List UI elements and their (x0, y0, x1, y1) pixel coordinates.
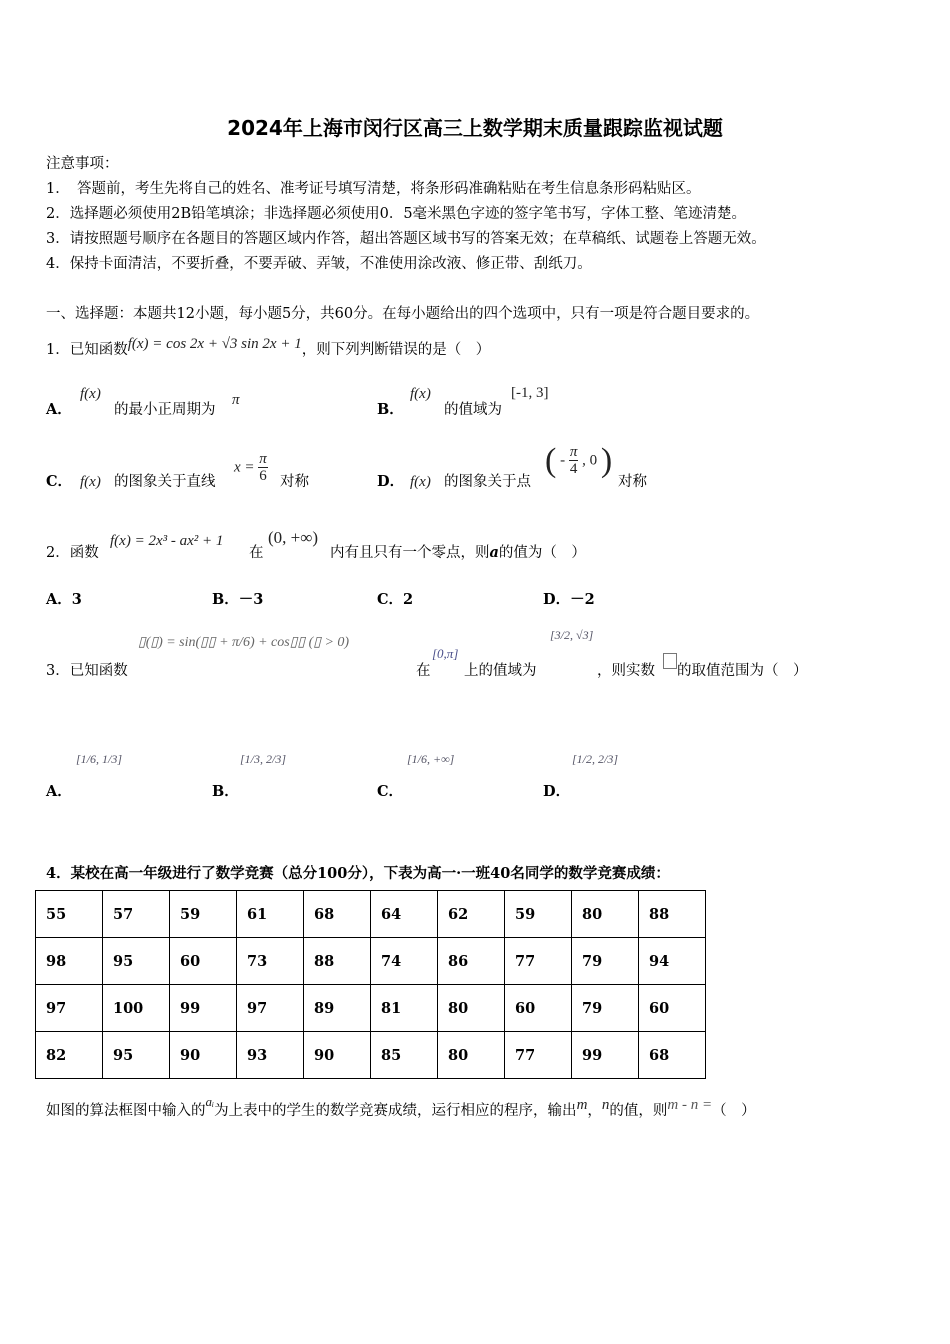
q3-range-value: [3/2, √3] (550, 628, 594, 642)
q1-option-a-text: 的最小正周期为 (114, 402, 216, 418)
table-cell: 88 (639, 891, 706, 938)
q2-option-c: C．2 (377, 591, 414, 608)
table-cell: 95 (103, 1032, 170, 1079)
q1-option-a-label: A． (46, 401, 72, 418)
question-1 (46, 338, 490, 359)
q3-text2: 上的值域为 (464, 663, 537, 679)
table-cell: 61 (237, 891, 304, 938)
q1-option-d-fx: f(x) (410, 474, 431, 490)
q4-sep: ， (587, 1103, 602, 1119)
q1-prefix: 1．已知函数 (46, 342, 128, 358)
notice-item: 4．保持卡面清洁，不要折叠，不要弄破、弄皱，不准使用涂改液、修正带、刮纸刀。 (46, 256, 592, 272)
table-cell: 80 (572, 891, 639, 938)
q2-mid: 在 (249, 545, 264, 561)
q3-option-d-label: D． (543, 783, 571, 800)
table-cell: 68 (304, 891, 371, 938)
q1-option-c-lhs: x = (234, 459, 255, 476)
q3-mid: 在 (416, 663, 431, 679)
table-row (36, 891, 706, 938)
q1-option-d-tail: 对称 (618, 474, 647, 490)
table-cell: 98 (36, 938, 103, 985)
table-cell: 59 (505, 891, 572, 938)
placeholder-glyph (663, 653, 677, 669)
fraction-numerator: π (259, 451, 267, 467)
table-cell: 80 (438, 1032, 505, 1079)
fraction-numerator: π (569, 444, 578, 460)
q2-option-b: B．－3 (212, 591, 264, 608)
q1-option-d-text: 的图象关于点 (444, 474, 531, 490)
q3-range (550, 628, 593, 643)
q1-option-a-fx: f(x) (80, 386, 101, 402)
q1-option-d-sign: - (560, 452, 566, 469)
q1-option-c-fx: f(x) (80, 474, 101, 490)
q3-option-b-value: [1/3, 2/3] (240, 752, 287, 766)
table-cell: 73 (237, 938, 304, 985)
table-cell: 97 (36, 985, 103, 1032)
q1-option-c-text: 的图象关于直线 (114, 474, 216, 490)
q1-option-b-value: [-1, 3] (511, 385, 549, 401)
q4-var-n: n (601, 1097, 610, 1113)
q4-var-m: m (576, 1097, 588, 1113)
table-cell: 94 (639, 938, 706, 985)
q2-interval: (0, +∞) (268, 528, 319, 547)
q3-text4: 的取值范围为（ ） (677, 663, 808, 679)
q4-follow-d: （ ） (712, 1103, 756, 1119)
q1-option-d-second: , 0 (582, 452, 598, 469)
notice-item: 2．选择题必须使用2B铅笔填涂；非选择题必须使用0．5毫米黑色字迹的签字笔书写，字体工整、笔迹清楚。 (46, 206, 747, 222)
q3-option-c-label: C． (377, 783, 404, 800)
q4-intro: 4．某校在高一年级进行了数学竞赛（总分100分），下表为高一·一班40名同学的数学竞赛成绩： (46, 865, 670, 882)
q3-option-b-label: B． (212, 783, 239, 800)
table-cell: 81 (371, 985, 438, 1032)
table-row (36, 1032, 706, 1079)
page-title: 2024年上海市闵行区高三上数学期末质量跟踪监视试题 (227, 116, 723, 140)
q2-prefix: 2．函数 (46, 545, 99, 561)
table-cell: 79 (572, 985, 639, 1032)
q3-placeholder-box (663, 650, 677, 669)
table-row (36, 938, 706, 985)
table-cell: 59 (170, 891, 237, 938)
q2-suffix-b: 的值为（ ） (498, 545, 586, 561)
q1-option-c-tail: 对称 (280, 474, 309, 490)
q1-option-b-label: B． (377, 401, 404, 418)
q1-option-b-fx: f(x) (410, 386, 431, 402)
q1-suffix: ，则下列判断错误的是（ ） (301, 342, 491, 358)
table-cell: 60 (639, 985, 706, 1032)
table-cell: 95 (103, 938, 170, 985)
table-cell: 80 (438, 985, 505, 1032)
q4-expr: m - n = (667, 1097, 713, 1113)
score-table (35, 890, 706, 1079)
section-heading: 一、选择题：本题共12小题，每小题5分，共60分。在每小题给出的四个选项中，只有一项是符合题目要求的。 (46, 306, 760, 322)
table-row (36, 985, 706, 1032)
q3-text3: ，则实数 (597, 663, 655, 679)
table-cell: 86 (438, 938, 505, 985)
q1-option-d-fraction (569, 445, 579, 477)
table-cell: 60 (505, 985, 572, 1032)
table-cell: 90 (170, 1032, 237, 1079)
q1-option-c-line (234, 452, 268, 484)
q3-option-d-value: [1/2, 2/3] (572, 752, 619, 766)
table-cell: 60 (170, 938, 237, 985)
q3-option-a-label: A． (46, 783, 72, 800)
q1-option-d-label: D． (377, 473, 405, 490)
table-cell: 77 (505, 1032, 572, 1079)
q1-option-d-point: ( - $\frac{\pi}{4}$ , 0 ) (545, 442, 613, 479)
q2-formula: f(x) = 2x³ - ax² + 1 (110, 533, 224, 549)
q2-option-a: A．3 (46, 591, 82, 608)
q1-option-c-label: C． (46, 473, 73, 490)
table-cell: 57 (103, 891, 170, 938)
notice-item: 3．请按照题号顺序在各题目的答题区域内作答，超出答题区域书写的答案无效；在草稿纸、试题卷上答题无效。 (46, 231, 766, 247)
q2-option-d: D．－2 (543, 591, 595, 608)
q3-option-c-value: [1/6, +∞] (407, 752, 455, 766)
q1-formula: f(x) = cos 2x + √3 sin 2x + 1 (127, 336, 302, 352)
q4-follow-b: 为上表中的学生的数学竞赛成绩，运行相应的程序，输出 (214, 1103, 577, 1119)
table-cell: 82 (36, 1032, 103, 1079)
table-cell: 77 (505, 938, 572, 985)
notice-heading: 注意事项： (46, 156, 119, 172)
q3-formula-image: ▯(▯) = sin(▯▯ + π/6) + cos▯▯ (▯ > 0) (138, 635, 350, 650)
table-cell: 99 (572, 1032, 639, 1079)
table-cell: 88 (304, 938, 371, 985)
q4-follow-a: 如图的算法框图中输入的 (46, 1103, 206, 1119)
q4-follow-c: 的值，则 (609, 1103, 668, 1119)
fraction-denominator: 4 (569, 461, 578, 477)
table-cell: 55 (36, 891, 103, 938)
table-cell: 74 (371, 938, 438, 985)
table-cell: 90 (304, 1032, 371, 1079)
table-cell: 79 (572, 938, 639, 985)
q3-prefix: 3．已知函数 (46, 663, 128, 679)
table-cell: 68 (639, 1032, 706, 1079)
q2-suffix (330, 541, 586, 562)
q2-suffix-a: 内有且只有一个零点，则 (330, 545, 490, 561)
q4-var-a: aᵢ (205, 1094, 215, 1109)
table-cell: 85 (371, 1032, 438, 1079)
q3-interval: [0,π] (432, 646, 459, 661)
fraction-denominator: 6 (259, 468, 267, 484)
q2-var: a (489, 544, 499, 561)
notice-item: 1． 答题前，考生先将自己的姓名、准考证号填写清楚，将条形码准确粘贴在考生信息条形码粘贴区。 (46, 181, 701, 197)
table-cell: 97 (237, 985, 304, 1032)
q4-followup (46, 1094, 756, 1120)
q1-option-a-value: π (232, 392, 240, 408)
table-cell: 99 (170, 985, 237, 1032)
q1-option-b-text: 的值域为 (444, 402, 502, 418)
table-cell: 64 (371, 891, 438, 938)
table-cell: 89 (304, 985, 371, 1032)
q1-option-c-fraction (258, 452, 268, 484)
table-cell: 62 (438, 891, 505, 938)
q3-option-a-value: [1/6, 1/3] (76, 752, 123, 766)
table-cell: 100 (103, 985, 170, 1032)
table-cell: 93 (237, 1032, 304, 1079)
